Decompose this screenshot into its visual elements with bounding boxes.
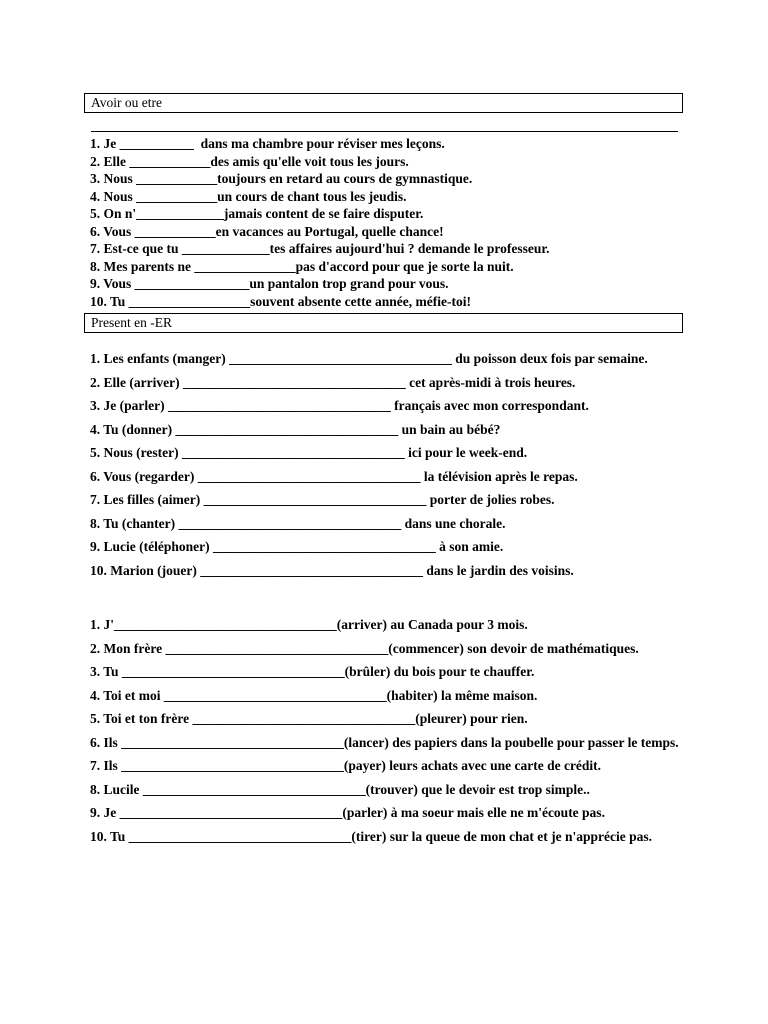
exercise-item: 3. Je (parler) _________________________________ français avec mon correspondant. — [90, 398, 589, 413]
exercise-item: 6. Ils _________________________________(lancer) des papiers dans la poubelle pour passer le temps. — [90, 734, 679, 750]
exercise-item: 4. Tu (donner) _________________________________ un bain au bébé? — [90, 421, 501, 437]
exercise-item: 2. Mon frère _________________________________(commencer) son devoir de mathématiques. — [90, 640, 639, 656]
exercise-item: 5. On n'_____________jamais content de se faire disputer. — [90, 206, 424, 221]
exercise-item: 4. Nous ____________un cours de chant tous les jeudis. — [90, 188, 407, 204]
exercise-list-avoir-etre — [90, 135, 680, 310]
exercise-item: 10. Tu __________________souvent absente cette année, méfie-toi! — [90, 293, 471, 309]
exercise-item: 5. Nous (rester) _________________________________ ici pour le week-end. — [90, 445, 528, 460]
exercise-item: 6. Vous ____________en vacances au Portugal, quelle chance! — [90, 223, 444, 239]
exercise-item: 2. Elle ____________des amis qu'elle voit tous les jours. — [90, 153, 409, 169]
exercise-item: 6. Vous (regarder) _________________________________ la télévision après le repas. — [90, 468, 578, 484]
exercise-item: 2. Elle (arriver) _________________________________ cet après-midi à trois heures. — [90, 374, 576, 390]
section-title-avoir-etre: Avoir ou etre — [84, 93, 683, 113]
divider-line — [91, 131, 678, 132]
exercise-item: 4. Toi et moi _________________________________(habiter) la même maison. — [90, 687, 538, 703]
exercise-item: 7. Les filles (aimer) _________________________________ porter de jolies robes. — [90, 492, 555, 507]
exercise-item: 10. Tu _________________________________(tirer) sur la queue de mon chat et je n'apprécie pas. — [90, 828, 652, 844]
exercise-item: 9. Vous _________________un pantalon trop grand pour vous. — [90, 276, 449, 291]
exercise-item: 9. Je _________________________________(parler) à ma soeur mais elle ne m'écoute pas. — [90, 805, 605, 820]
exercise-item: 8. Tu (chanter) _________________________________ dans une chorale. — [90, 515, 506, 531]
section-title-present-er: Present en -ER — [84, 313, 683, 333]
exercise-item: 10. Marion (jouer) _________________________________ dans le jardin des voisins. — [90, 562, 574, 578]
exercise-item: 9. Lucie (téléphoner) _________________________________ à son amie. — [90, 539, 504, 554]
exercise-item: 7. Ils _________________________________(payer) leurs achats avec une carte de crédit. — [90, 758, 602, 773]
exercise-item: 8. Lucile _________________________________(trouver) que le devoir est trop simple.. — [90, 781, 590, 797]
exercise-item: 8. Mes parents ne _______________pas d'accord pour que je sorte la nuit. — [90, 258, 514, 274]
exercise-list-conjugation — [90, 613, 680, 848]
exercise-list-present-er — [90, 347, 680, 582]
exercise-item: 3. Nous ____________toujours en retard au cours de gymnastique. — [90, 171, 473, 186]
exercise-item: 1. Les enfants (manger) _________________________________ du poisson deux fois par semaine. — [90, 351, 648, 366]
exercise-item: 1. J'_________________________________(arriver) au Canada pour 3 mois. — [90, 617, 528, 632]
exercise-item: 1. Je ___________ dans ma chambre pour réviser mes leçons. — [90, 136, 445, 151]
exercise-item: 5. Toi et ton frère _________________________________(pleurer) pour rien. — [90, 711, 528, 726]
exercise-item: 7. Est-ce que tu _____________tes affaires aujourd'hui ? demande le professeur. — [90, 241, 550, 256]
exercise-item: 3. Tu _________________________________(brûler) du bois pour te chauffer. — [90, 664, 535, 679]
